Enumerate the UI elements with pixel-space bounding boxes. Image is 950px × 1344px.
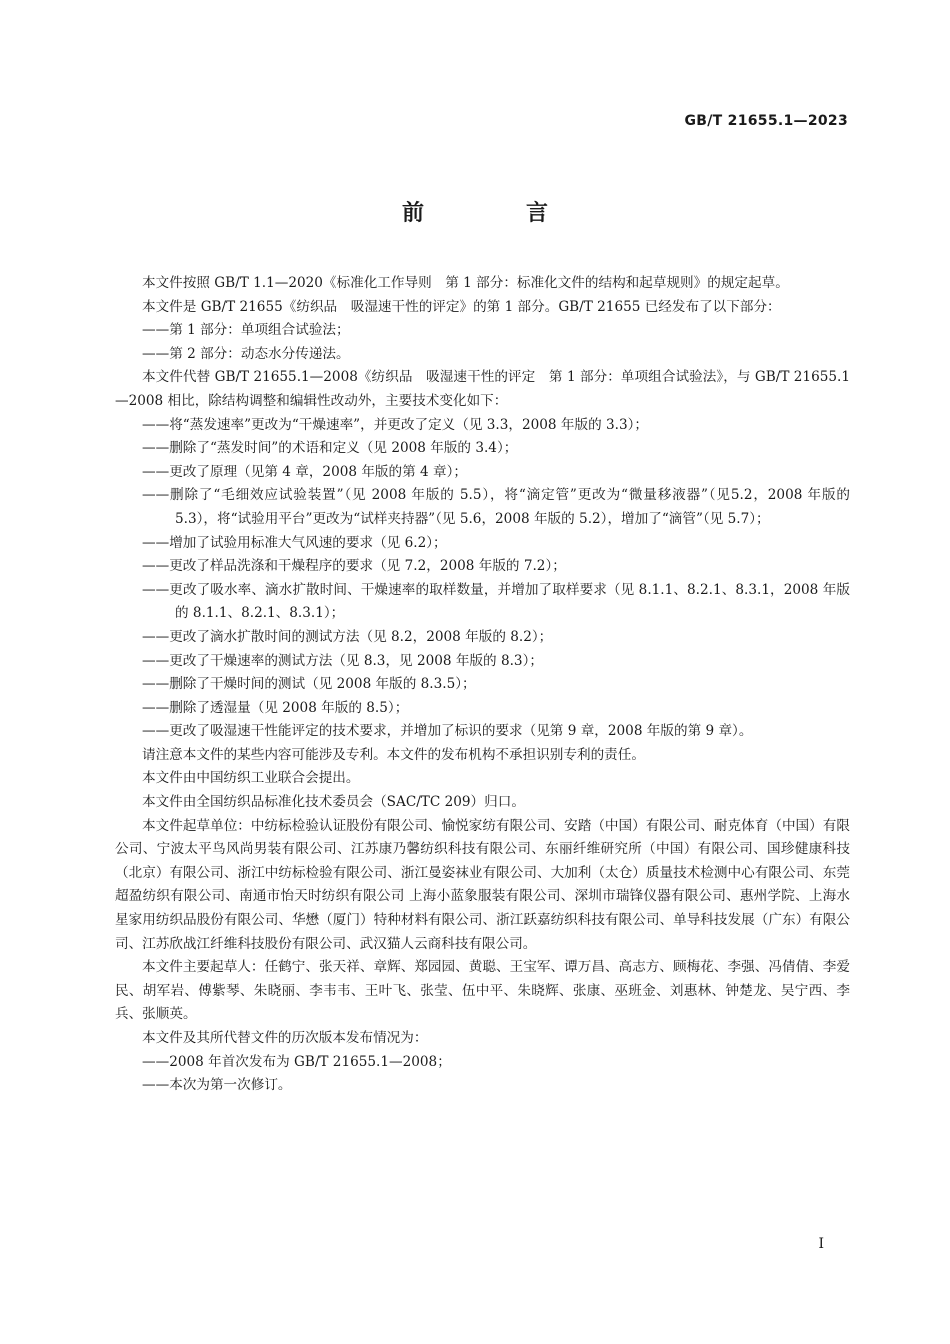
paragraph: 本文件是 GB/T 21655《纺织品 吸湿速干性的评定》的第 1 部分。GB/T 21655 已经发布了以下部分：	[142, 298, 781, 315]
paragraph: 本文件由中国纺织工业联合会提出。	[142, 770, 360, 787]
page-number: I	[818, 1236, 824, 1252]
list-item: ——更改了原理（见第 4 章，2008 年版的第 4 章）；	[142, 463, 467, 480]
paragraph: 本文件及其所代替文件的历次版本发布情况为：	[142, 1030, 428, 1046]
list-item: ——更改了吸水率、滴水扩散时间、干燥速率的取样数量，并增加了取样要求（见 8.1.1、8.2.1、8.3.1，2008 年版的 8.1.1、8.2.1、8.3.1）；	[142, 581, 850, 622]
document-code: GB/T 21655.1—2023	[684, 113, 848, 129]
list-item: ——更改了吸湿速干性能评定的技术要求，并增加了标识的要求（见第 9 章，2008 年版的第 9 章）。	[142, 723, 753, 740]
list-item: ——删除了透湿量（见 2008 年版的 8.5）；	[142, 699, 409, 716]
paragraph: 本文件主要起草人：任鹤宁、张天祥、章辉、郑园园、黄聪、王宝军、谭万昌、高志方、顾梅花、李强、冯倩倩、李爱民、胡军岩、傅紫琴、朱晓丽、李韦韦、王叶飞、张莹、伍中平、朱晓辉、张康、巫班金、刘惠林、钟楚龙、吴宁西、李兵、张顺英。	[115, 959, 850, 1023]
list-item: ——删除了“毛细效应试验装置”（见 2008 年版的 5.5），将“滴定管”更改为“微量移液器”（见5.2，2008 年版的 5.3），将“试验用平台”更改为“试样夹持器”（见 5.6，2008 年版的 5.2），增加了“滴管”（见 5.7）；	[142, 487, 850, 527]
list-item: ——第 1 部分：单项组合试验法；	[142, 322, 350, 339]
list-item: ——更改了样品洗涤和干燥程序的要求（见 7.2，2008 年版的 7.2）；	[142, 558, 566, 575]
paragraph: 本文件由全国纺织品标准化技术委员会（SAC/TC 209）归口。	[142, 794, 525, 811]
list-item: ——2008 年首次发布为 GB/T 21655.1—2008；	[142, 1053, 451, 1070]
list-item: ——增加了试验用标准大气风速的要求（见 6.2）；	[142, 534, 447, 551]
list-item: ——更改了滴水扩散时间的测试方法（见 8.2，2008 年版的 8.2）；	[142, 628, 553, 645]
page-title: 前 言	[401, 201, 588, 226]
paragraph: 本文件起草单位：中纺标检验认证股份有限公司、愉悦家纺有限公司、安踏（中国）有限公司、耐克体育（中国）有限公司、宁波太平鸟风尚男装有限公司、江苏康乃馨纺织科技有限公司、东丽纤维研究所（中国）有限公司、国珍健康科技（北京）有限公司、浙江中纺标检验有限公司、浙江曼姿袜业有限公司、大加利（太仓）质量技术检测中心有限公司、东莞超盈纺织有限公司、南通市怡天时纺织有限公司 上海小蓝象服装有限公司、深圳市瑞锋仪器有限公司、惠州学院、上海水星家用纺织品股份有限公司、华懋（厦门）特种材料有限公司、浙江跃嘉纺织科技有限公司、单导科技发展（广东）有限公司、江苏欣战江纤维科技股份有限公司、武汉猫人云商科技有限公司。	[115, 817, 850, 952]
foreword-body	[115, 272, 850, 1098]
list-item: ——本次为第一次修订。	[142, 1077, 292, 1094]
list-item: ——第 2 部分：动态水分传递法。	[142, 345, 350, 362]
paragraph: 本文件按照 GB/T 1.1—2020《标准化工作导则 第 1 部分：标准化文件的结构和起草规则》的规定起草。	[142, 275, 789, 291]
paragraph: 本文件代替 GB/T 21655.1—2008《纺织品 吸湿速干性的评定 第 1 部分：单项组合试验法》，与 GB/T 21655.1—2008 相比，除结构调整和编辑性改动外，主要技术变化如下：	[115, 369, 850, 409]
list-item: ——更改了干燥速率的测试方法（见 8.3，见 2008 年版的 8.3）；	[142, 652, 543, 669]
list-item: ——将“蒸发速率”更改为“干燥速率”，并更改了定义（见 3.3，2008 年版的 3.3）；	[142, 416, 649, 433]
list-item: ——删除了“蒸发时间”的术语和定义（见 2008 年版的 3.4）；	[142, 440, 518, 457]
list-item: ——删除了干燥时间的测试（见 2008 年版的 8.3.5）；	[142, 676, 476, 693]
paragraph: 请注意本文件的某些内容可能涉及专利。本文件的发布机构不承担识别专利的责任。	[142, 746, 645, 763]
